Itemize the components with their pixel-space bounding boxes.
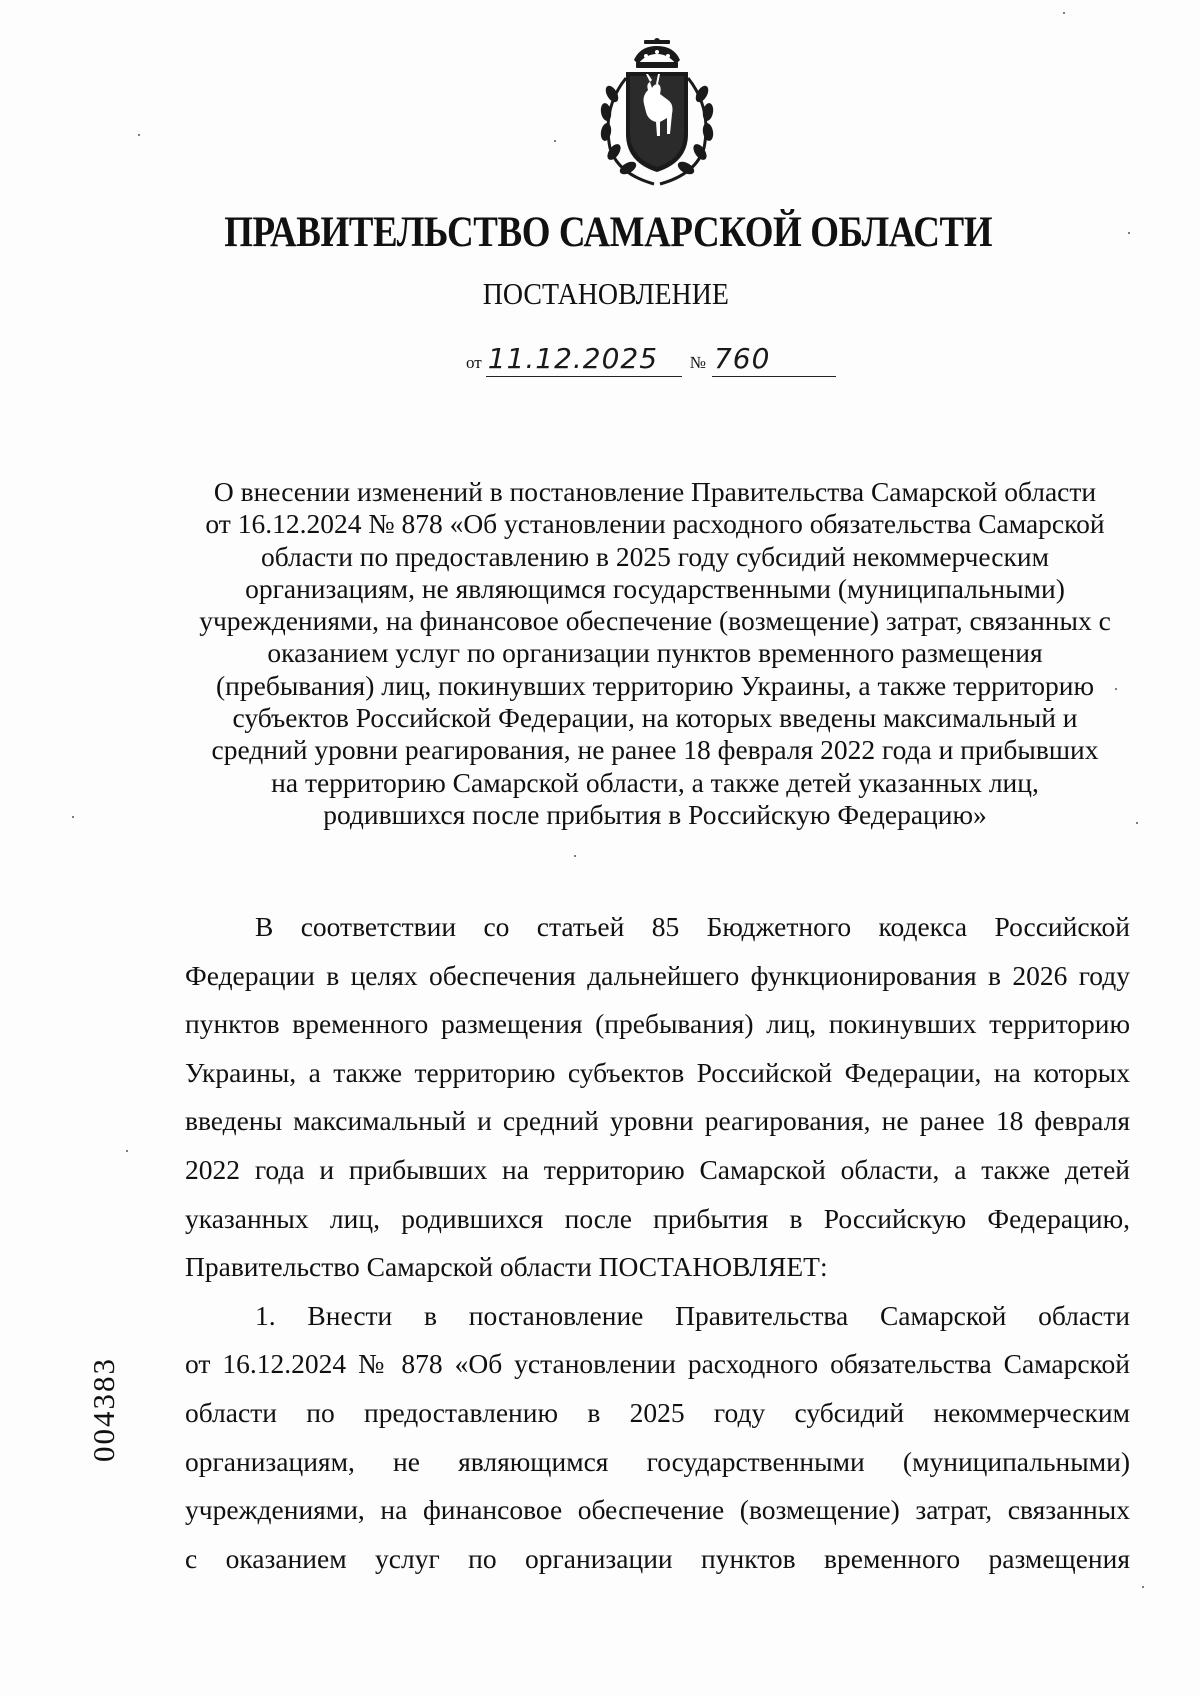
clause-line: организациям, не являющимся государственными (муниципальными) — [185, 1445, 1130, 1477]
clause-line: 1. Внести в постановление Правительства Самарской области — [255, 1299, 1130, 1331]
preamble-line: Федерации в целях обеспечения дальнейшего функционирования в 2026 году — [185, 959, 1130, 991]
scan-speck — [1142, 1586, 1144, 1588]
preamble-line: Правительство Самарской области ПОСТАНОВЛЯЕТ: — [185, 1251, 828, 1283]
margin-stamp-number: 004383 — [86, 1357, 121, 1462]
scan-speck — [1136, 822, 1138, 824]
handwritten-number: 760 — [712, 342, 836, 377]
number-label: № — [689, 353, 706, 372]
preamble-line: В соответствии со статьей 85 Бюджетного кодекса Российской — [255, 911, 1130, 942]
subject-line: О внесении изменений в постановление Правительства Самарской области — [213, 476, 1097, 507]
clause-line: с оказанием услуг по организации пунктов временного размещения — [185, 1542, 1130, 1574]
preamble-line: 2022 года и прибывших на территорию Самарской области, а также детей — [185, 1153, 1130, 1185]
subject-line: учреждениями, на финансовое обеспечение (возмещение) затрат, связанных с — [199, 605, 1111, 637]
samara-coat-of-arms-icon — [596, 38, 718, 188]
subject-line: от 16.12.2024 № 878 «Об установлении расходного обязательства Самарской — [205, 508, 1105, 540]
preamble-line: пунктов временного размещения (пребывания) лиц, покинувших территорию — [185, 1008, 1130, 1040]
scan-speck — [72, 816, 74, 818]
subject-line: субъектов Российской Федерации, на которых введены максимальный и — [232, 702, 1078, 734]
clause-line: области по предоставлению в 2025 году субсидий некоммерческим — [185, 1396, 1130, 1428]
document-subject — [150, 476, 1160, 831]
scan-speck — [126, 1150, 128, 1152]
scan-speck — [554, 140, 556, 142]
government-title: ПРАВИТЕЛЬСТВО САМАРСКОЙ ОБЛАСТИ — [224, 209, 993, 256]
subject-line: оказанием услуг по организации пунктов временного размещения — [267, 637, 1043, 669]
subject-line: (пребывания) лиц, покинувших территорию Украины, а также территорию — [216, 669, 1094, 701]
clause-line: от 16.12.2024 № 878 «Об установлении расходного обязательства Самарской — [185, 1348, 1130, 1380]
subject-line: средний уровни реагирования, не ранее 18 февраля 2022 года и прибывших — [211, 734, 1099, 766]
document-type: ПОСТАНОВЛЕНИЕ — [482, 276, 729, 311]
subject-line: на территорию Самарской области, а также детей указанных лиц, — [271, 766, 1039, 798]
subject-line: родившихся после прибытия в Российскую Федерацию» — [323, 798, 987, 830]
scan-speck — [1128, 232, 1130, 234]
date-label: от — [466, 353, 482, 372]
handwritten-date: 11.12.2025 — [486, 342, 682, 377]
scan-speck — [1063, 12, 1065, 14]
scan-speck — [574, 855, 576, 857]
document-body — [185, 903, 1130, 1583]
subject-line: области по предоставлению в 2025 году субсидий некоммерческим — [261, 540, 1049, 572]
preamble-line: указанных лиц, родившихся после прибытия в Российскую Федерацию, — [185, 1202, 1130, 1234]
clause-line: учреждениями, на финансовое обеспечение (возмещение) затрат, связанных — [185, 1494, 1130, 1526]
preamble-line: введены максимальный и средний уровни реагирования, не ранее 18 февраля — [185, 1105, 1130, 1137]
preamble-line: Украины, а также территорию субъектов Российской Федерации, на которых — [185, 1056, 1130, 1088]
subject-line: организациям, не являющимся государственными (муниципальными) — [245, 572, 1065, 604]
scan-speck — [138, 134, 140, 136]
scan-speck — [1115, 688, 1117, 690]
registration-line — [466, 337, 836, 377]
